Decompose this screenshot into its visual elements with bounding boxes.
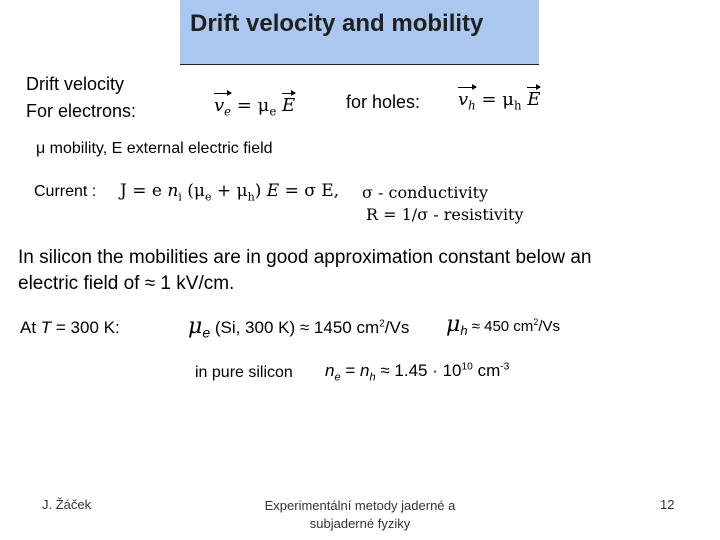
temperature-label: At T = 300 K: (20, 318, 120, 337)
footer-author: J. Žáček (42, 497, 92, 512)
conductivity-definition: σ - conductivity (362, 183, 489, 202)
title-banner (180, 0, 539, 65)
silicon-statement-line2: electric field of ≈ 1 kV/cm. (18, 273, 235, 294)
current-equation: J = e $n_i$ $(\mu_e + \mu_h) E = \sigma$ E, (120, 181, 340, 204)
electric-field-vector: E (282, 95, 296, 116)
current-label: Current : (34, 183, 97, 200)
hole-drift-equation: $v_h = \mu_h$ E (458, 89, 541, 113)
holes-label: for holes: (346, 92, 421, 112)
electron-mobility-value: $\mu_e$ (Si, 300 K) ≈ 1450 $cm^2/Vs$ (188, 314, 410, 341)
electron-drift-equation: $v_e = \mu_e$ E (214, 95, 296, 119)
electrons-label: For electrons: (26, 101, 137, 121)
mobility-note: μ mobility, E external electric field (36, 140, 273, 157)
electron-velocity-vector: $v_e$ (214, 95, 232, 119)
pure-silicon-label: in pure silicon (195, 364, 293, 381)
hole-velocity-vector: $v_h$ (458, 89, 476, 113)
footer-page-number: 12 (660, 497, 675, 512)
footer-course-title: Experimentální metody jaderné a subjaderné fyziky (264, 498, 456, 531)
silicon-statement-line1: In silicon the mobilities are in good approximation constant below an (18, 247, 592, 268)
resistivity-definition: R = 1/σ - resistivity (366, 205, 524, 224)
slide-title: Drift velocity and mobility (190, 10, 484, 37)
hole-field-vector: E (527, 89, 541, 110)
intrinsic-carrier-density: $n_e = n_h \approx 1.45 \cdot 10^{10}$ $cm^{-3}$ (325, 361, 510, 384)
drift-velocity-heading: Drift velocity (26, 74, 125, 94)
hole-mobility-value: $\mu_h \approx 450$ $cm^2/Vs$ (446, 312, 561, 338)
